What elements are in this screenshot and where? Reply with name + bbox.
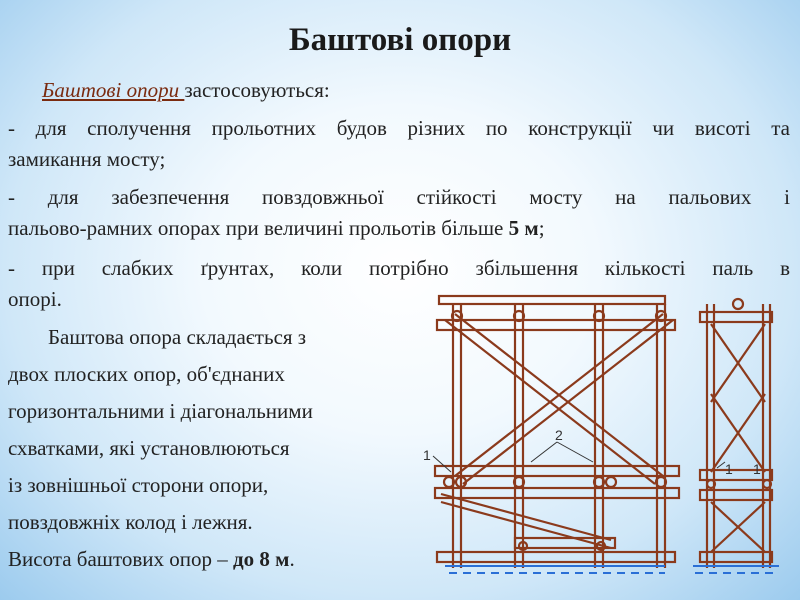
bullet2-value: 5 м [508, 216, 539, 240]
para-line5: із зовнішньої сторони опори, [8, 473, 269, 497]
slide-title: Баштові опори [288, 22, 512, 58]
bullet3-line2: опорі. [8, 287, 62, 311]
middle-beam-lower [435, 488, 679, 498]
para-line6: повздовжніх колод і лежня. [8, 510, 253, 534]
leader-lines [433, 442, 725, 472]
bullet2-line2-end: ; [538, 216, 545, 240]
bullet2-line2-text: пальово-рамних опорах при величині прольотів більше [8, 216, 509, 240]
para-line1: Баштова опора складається з [48, 325, 307, 349]
para-line7 [8, 547, 295, 572]
label-1-right2: 1 [753, 461, 761, 477]
intro-rest: застосовуються: [184, 78, 330, 102]
bullet1-line2: замикання мосту; [8, 147, 166, 171]
water-line [445, 566, 779, 573]
bullet2-line2 [8, 216, 545, 241]
label-2: 2 [555, 427, 563, 443]
bullet3-line1: - при слабких ґрунтах, коли потрібно збільшення кількості паль в [8, 256, 790, 280]
bottom-sill [437, 552, 675, 562]
intro-term: Баштові опори [42, 78, 185, 102]
bullet1-line1: - для сполучення прольотних будов різних по конструкції чи висоті та [8, 116, 790, 140]
label-1-right: 1 [725, 461, 733, 477]
para-line7-end: . [289, 547, 295, 571]
para-line3: горизонтальними і діагональними [8, 399, 313, 423]
para-line4: схватками, які установлюються [8, 436, 290, 460]
intro-line [42, 78, 330, 103]
height-value: до 8 м [233, 547, 290, 571]
top-cap-beam [439, 296, 665, 304]
para-line7-text: Висота баштових опор – [8, 547, 234, 571]
para-line2: двох плоских опор, об'єднаних [8, 362, 285, 386]
label-1-left: 1 [423, 447, 431, 463]
tower-support-drawing [415, 290, 787, 580]
bullet2-line1: - для забезпечення повздовжньої стійкості мосту на пальових і [8, 185, 790, 209]
side-elevation [700, 299, 772, 568]
